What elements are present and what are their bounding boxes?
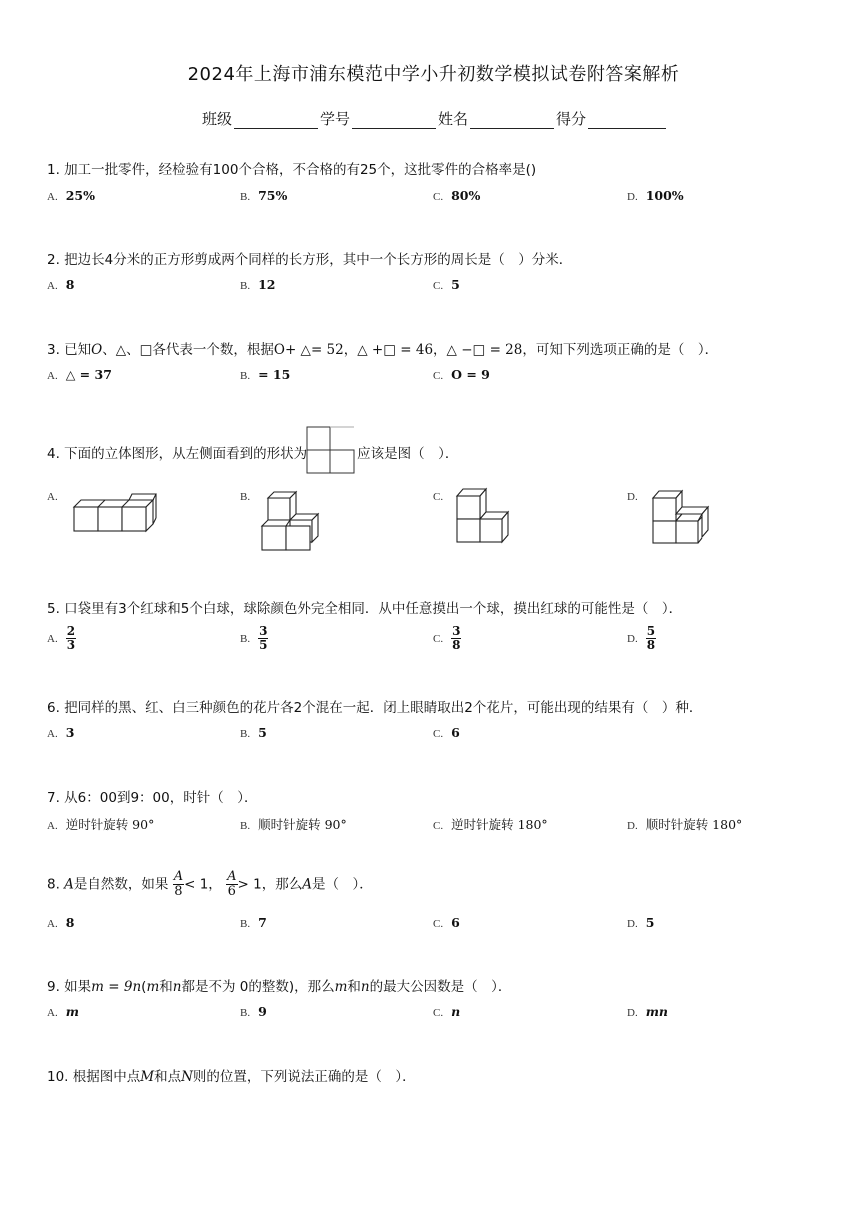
stem-math: A xyxy=(302,876,312,893)
question-5-options xyxy=(47,625,847,659)
stem-math: m xyxy=(334,979,348,995)
stem-math: m xyxy=(146,979,160,995)
option-value: △ = 37 xyxy=(65,367,112,382)
option-value: O = 9 xyxy=(451,367,490,382)
option-value: = 15 xyxy=(258,367,291,382)
question-6-options xyxy=(47,725,847,749)
stem-text: 是自然数，如果 xyxy=(73,876,169,893)
class-label: 班级 xyxy=(202,110,233,128)
option-value: 3 xyxy=(65,725,75,740)
option-letter: C. xyxy=(433,820,444,832)
stem-math: △ −□ = 28 xyxy=(446,342,523,358)
option-b[interactable] xyxy=(240,625,268,652)
option-value: 12 xyxy=(258,277,276,292)
option-b[interactable] xyxy=(240,1004,267,1020)
option-d[interactable] xyxy=(627,188,684,204)
stem-text: ， xyxy=(433,342,447,358)
option-c[interactable] xyxy=(433,725,460,741)
option-value: 6 xyxy=(451,725,460,740)
stem-text: 则的位置，下列说法正确的是（ ）． xyxy=(192,1069,416,1085)
numerator: A xyxy=(173,869,184,884)
stem-math: n xyxy=(360,979,370,995)
option-value: 顺时针旋转 90° xyxy=(258,817,347,832)
option-value: 100% xyxy=(645,188,684,203)
option-letter: D. xyxy=(627,820,638,832)
option-letter: C. xyxy=(433,491,444,503)
numerator: 3 xyxy=(259,624,268,638)
stem-text: ( xyxy=(141,979,147,995)
option-a[interactable] xyxy=(47,1004,79,1020)
figure-d-cubes xyxy=(648,488,714,548)
question-1-options xyxy=(47,188,847,212)
name-blank xyxy=(470,114,554,129)
stem-text: 和点 xyxy=(154,1069,182,1085)
stem-text: 、△、□各代表一个数，根据 xyxy=(102,342,274,358)
option-c[interactable] xyxy=(433,277,460,293)
option-a[interactable] xyxy=(47,625,76,652)
stem-text: 8. xyxy=(47,876,65,893)
option-a[interactable] xyxy=(47,277,74,293)
option-value: 逆时针旋转 90° xyxy=(65,817,155,832)
option-letter: A. xyxy=(47,633,58,645)
stem-text: > 1，那么 xyxy=(237,876,303,893)
option-value: 8 xyxy=(65,915,75,930)
question-4-options xyxy=(47,489,847,513)
option-value: 5 xyxy=(258,725,267,740)
question-4 xyxy=(47,442,458,462)
option-c[interactable] xyxy=(433,367,490,383)
option-letter: B. xyxy=(240,633,251,645)
option-letter: C. xyxy=(433,918,444,930)
option-letter: C. xyxy=(433,633,444,645)
fraction xyxy=(451,625,461,652)
fraction xyxy=(66,625,76,652)
option-c[interactable] xyxy=(433,915,460,931)
numerator: 2 xyxy=(66,624,76,638)
class-blank xyxy=(234,114,318,129)
option-value: 顺时针旋转 180° xyxy=(645,817,743,832)
option-letter: C. xyxy=(433,280,444,292)
student-info-row xyxy=(202,108,668,129)
option-letter: C. xyxy=(433,370,444,382)
figure-a-cubes xyxy=(70,490,160,535)
option-letter: B. xyxy=(240,370,251,382)
stem-text: 是（ ）． xyxy=(311,876,373,893)
stem-math: O xyxy=(91,342,103,358)
stem-math: m = 9n xyxy=(91,979,142,995)
denominator: 8 xyxy=(174,884,183,899)
stem-math: N xyxy=(181,1069,193,1085)
numerator: A xyxy=(227,869,237,884)
option-value: m xyxy=(65,1004,79,1019)
option-d[interactable] xyxy=(627,915,654,931)
stem-text: 4. 下面的立体图形，从左侧面看到的形状为 xyxy=(47,446,308,462)
stem-text: ， xyxy=(343,342,358,358)
numerator: 5 xyxy=(646,624,656,638)
page-title: 2024年上海市浦东模范中学小升初数学模拟试卷附答案解析 xyxy=(187,64,680,85)
option-value: n xyxy=(451,1004,461,1019)
numerator: 3 xyxy=(452,624,461,638)
name-label: 姓名 xyxy=(438,110,469,128)
option-value: 80% xyxy=(451,188,481,203)
question-3 xyxy=(47,338,718,358)
score-label: 得分 xyxy=(556,110,587,128)
option-letter: A. xyxy=(47,491,58,503)
option-letter: A. xyxy=(47,280,58,292)
option-a[interactable] xyxy=(47,915,74,931)
option-b[interactable] xyxy=(240,277,276,293)
fraction xyxy=(646,625,656,652)
stem-math: M xyxy=(140,1069,155,1085)
option-letter: B. xyxy=(240,491,251,503)
option-d[interactable] xyxy=(627,815,742,833)
denominator: 6 xyxy=(227,884,236,899)
option-d[interactable] xyxy=(627,1004,668,1020)
option-value: 5 xyxy=(451,277,460,292)
student-id-label: 学号 xyxy=(320,110,351,128)
denominator: 5 xyxy=(259,638,268,652)
option-letter: A. xyxy=(47,1007,58,1019)
denominator: 8 xyxy=(452,638,461,652)
figure-c-cubes xyxy=(452,486,512,548)
question-5: 5. 口袋里有3个红球和5个白球，球除颜色外完全相同．从中任意摸出一个球，摸出红球的可能性是（ ）． xyxy=(47,601,683,617)
question-7-options xyxy=(47,815,847,839)
option-b[interactable] xyxy=(240,489,258,504)
option-c[interactable] xyxy=(433,188,480,204)
stem-text: 3. 已知 xyxy=(47,342,92,358)
option-letter: D. xyxy=(627,918,638,930)
question-9-options xyxy=(47,1004,847,1028)
question-9 xyxy=(47,975,511,995)
option-a[interactable] xyxy=(47,815,154,833)
stem-text: 都是不为 0的整数)，那么 xyxy=(181,979,335,995)
option-b[interactable] xyxy=(240,367,290,383)
option-c[interactable] xyxy=(433,625,461,652)
option-letter: B. xyxy=(240,728,251,740)
option-letter: A. xyxy=(47,728,58,740)
question-8-options xyxy=(47,915,847,939)
option-a[interactable] xyxy=(47,725,74,741)
option-c[interactable] xyxy=(433,489,451,504)
option-a[interactable] xyxy=(47,188,95,204)
option-value: 8 xyxy=(65,277,75,292)
option-letter: D. xyxy=(627,1007,638,1019)
option-letter: A. xyxy=(47,918,58,930)
question-6: 6. 把同样的黑、红、白三种颜色的花片各2个混在一起．闭上眼睛取出2个花片，可能出现的结果有（ ）种． xyxy=(47,700,703,716)
option-value: 逆时针旋转 180° xyxy=(451,817,548,832)
option-a[interactable] xyxy=(47,489,66,504)
option-letter: D. xyxy=(627,633,638,645)
option-value: 9 xyxy=(258,1004,267,1019)
stem-text: 和 xyxy=(347,979,361,995)
option-d[interactable] xyxy=(627,489,646,504)
question-2-options xyxy=(47,277,847,301)
option-value: 5 xyxy=(645,915,655,930)
option-letter: B. xyxy=(240,191,251,203)
option-letter: A. xyxy=(47,191,58,203)
fraction xyxy=(258,625,268,652)
option-letter: D. xyxy=(627,491,638,503)
option-letter: B. xyxy=(240,918,251,930)
stem-text: 9. 如果 xyxy=(47,979,92,995)
question-2: 2. 把边长4分米的正方形剪成两个同样的长方形，其中一个长方形的周长是（ ）分米． xyxy=(47,252,573,268)
option-value: 75% xyxy=(258,188,288,203)
question-8 xyxy=(47,870,373,899)
option-letter: A. xyxy=(47,820,58,832)
stem-math: △ +□ = 46 xyxy=(357,342,434,358)
option-value: 6 xyxy=(451,915,460,930)
question-7: 7. 从6：00到9：00，时针（ ）． xyxy=(47,790,258,806)
question-10 xyxy=(47,1065,416,1085)
option-letter: C. xyxy=(433,1007,444,1019)
option-letter: D. xyxy=(627,191,638,203)
stem-text: 10. 根据图中点 xyxy=(47,1069,141,1085)
stem-text: ，可知下列选项正确的是（ ）． xyxy=(522,342,719,358)
denominator: 3 xyxy=(66,638,76,652)
denominator: 8 xyxy=(646,638,656,652)
stem-text: 应该是图（ ）． xyxy=(357,446,459,462)
option-c[interactable] xyxy=(433,815,548,833)
option-letter: A. xyxy=(47,370,58,382)
option-b[interactable] xyxy=(240,188,287,204)
score-blank xyxy=(588,114,666,129)
option-letter: B. xyxy=(240,280,251,292)
stem-math: A xyxy=(64,876,74,893)
option-d[interactable] xyxy=(627,625,656,652)
question-1: 1. 加工一批零件，经检验有100个合格，不合格的有25个，这批零件的合格率是() xyxy=(47,162,537,178)
figure-b-cubes xyxy=(258,488,324,554)
option-b[interactable] xyxy=(240,725,267,741)
student-id-blank xyxy=(352,114,436,129)
fraction-a-over-6 xyxy=(226,870,237,899)
stem-text: < 1， xyxy=(184,876,222,893)
option-letter: C. xyxy=(433,191,444,203)
option-c[interactable] xyxy=(433,1004,460,1020)
side-view-figure xyxy=(305,424,357,476)
option-letter: C. xyxy=(433,728,444,740)
option-value: 7 xyxy=(258,915,267,930)
stem-math: O+ △= 52 xyxy=(273,342,344,358)
option-value: 25% xyxy=(65,188,95,203)
option-a[interactable] xyxy=(47,367,112,383)
fraction-a-over-8 xyxy=(173,870,184,899)
stem-math: n xyxy=(172,979,182,995)
option-b[interactable] xyxy=(240,915,267,931)
stem-text: 的最大公因数是（ ）． xyxy=(369,979,512,995)
option-value: mn xyxy=(645,1004,669,1019)
option-letter: B. xyxy=(240,820,251,832)
stem-text: 和 xyxy=(159,979,173,995)
question-3-options xyxy=(47,367,847,391)
option-b[interactable] xyxy=(240,815,347,833)
option-letter: B. xyxy=(240,1007,251,1019)
